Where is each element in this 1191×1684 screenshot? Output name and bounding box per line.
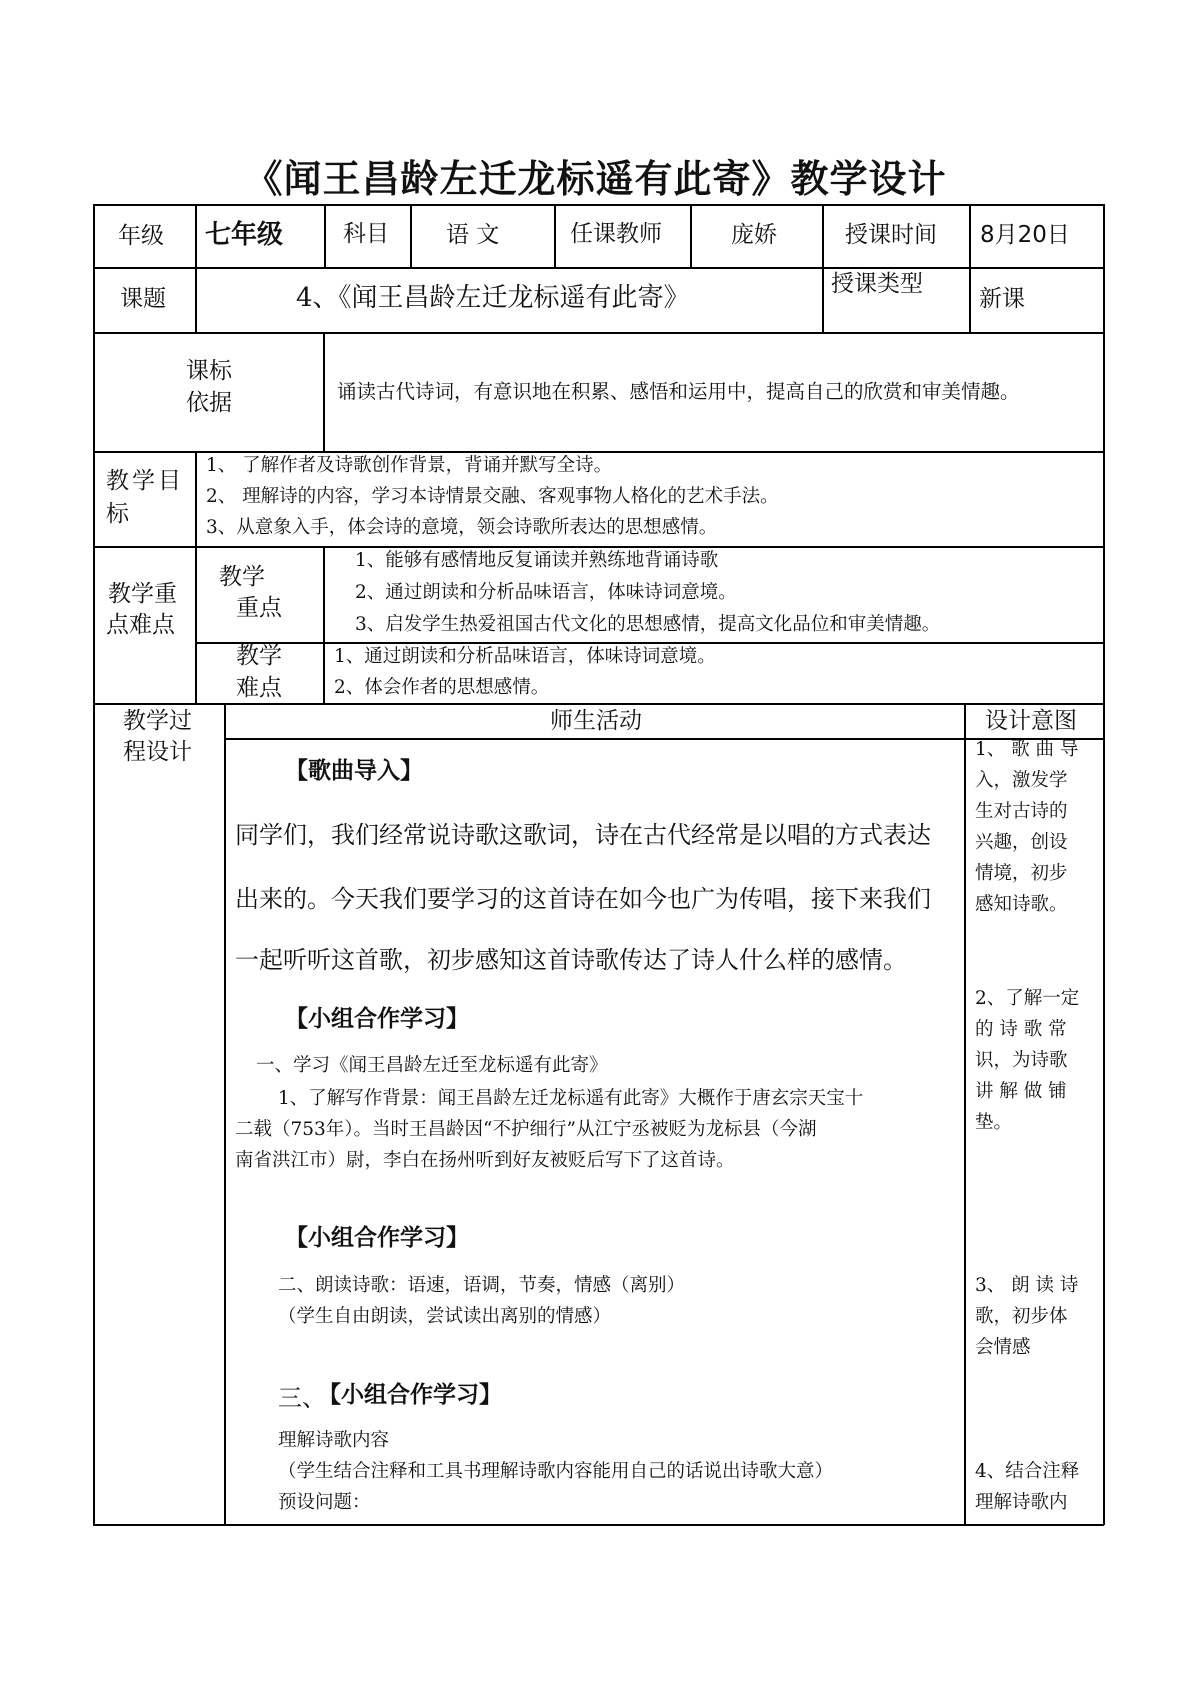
background-text-line: 1、了解写作背景：闻王昌龄左迁龙标遥有此寄》大概作于唐玄宗天宝十 bbox=[278, 1088, 864, 1109]
background-text-line: 二载（753年）。当时王昌龄因“不护细行”从江宁丞被贬为龙标县（今湖 bbox=[235, 1119, 817, 1140]
group-study-heading: 【小组合作学习】 bbox=[318, 1382, 502, 1408]
group-study-heading: 【小组合作学习】 bbox=[285, 1225, 469, 1251]
grade-value: 七年级 bbox=[205, 220, 284, 250]
key-point-item: 1、能够有感情地反复诵读并熟练地背诵诗歌 bbox=[355, 550, 719, 571]
key-point-item: 3、启发学生热爱祖国古代文化的思想感情，提高文化品位和审美情趣。 bbox=[355, 614, 941, 635]
activity-column-header: 师生活动 bbox=[550, 708, 642, 734]
intent-line: 的 诗 歌 常 bbox=[975, 1019, 1067, 1040]
song-intro-line: 出来的。今天我们要学习的这首诗在如今也广为传唱，接下来我们 bbox=[235, 885, 931, 913]
difficult-points-label-line1: 教学 bbox=[236, 643, 282, 669]
standard-label-line1: 课标 bbox=[186, 358, 232, 384]
standard-text: 诵读古代诗词，有意识地在积累、感悟和运用中，提高自己的欣赏和审美情趣。 bbox=[337, 380, 1020, 403]
background-text-line: 南省洪江市）尉，李白在扬州听到好友被贬后写下了这首诗。 bbox=[235, 1150, 735, 1171]
key-point-item: 2、通过朗读和分析品味语言，体味诗词意境。 bbox=[355, 582, 737, 603]
intent-line: 感知诗歌。 bbox=[975, 894, 1068, 915]
lesson-type-label: 授课类型 bbox=[831, 271, 923, 297]
intent-line: 理解诗歌内 bbox=[975, 1492, 1068, 1513]
subject-value: 语 文 bbox=[446, 222, 500, 248]
content-text-line: 预设问题： bbox=[278, 1492, 371, 1513]
process-label-line2: 程设计 bbox=[123, 739, 192, 765]
time-value: 8月20日 bbox=[980, 222, 1070, 248]
intent-line: 垫。 bbox=[975, 1112, 1013, 1133]
intent-line: 兴趣，创设 bbox=[975, 832, 1068, 853]
teacher-label: 任课教师 bbox=[570, 221, 662, 247]
goal-item: 2、 理解诗的内容，学习本诗情景交融、客观事物人格化的艺术手法。 bbox=[206, 486, 779, 507]
process-label-line1: 教学过 bbox=[123, 708, 192, 734]
intent-line: 入，激发学 bbox=[975, 770, 1068, 791]
goals-label-line1: 教学目 bbox=[106, 468, 184, 494]
difficult-points-label-line2: 难点 bbox=[236, 675, 282, 701]
goal-item: 1、 了解作者及诗歌创作背景，背诵并默写全诗。 bbox=[206, 455, 613, 476]
song-intro-heading: 【歌曲导入】 bbox=[285, 758, 423, 784]
topic-label: 课题 bbox=[120, 286, 166, 312]
group-study-item: 一、学习《闻王昌龄左迁至龙标遥有此寄》 bbox=[256, 1055, 608, 1076]
subject-label: 科目 bbox=[343, 221, 389, 247]
intent-line: 3、 朗 读 诗 bbox=[975, 1275, 1079, 1296]
key-difficult-label-line2: 点难点 bbox=[106, 612, 175, 638]
reading-text-line: 二、朗读诗歌：语速，语调，节奏，情感（离别） bbox=[278, 1275, 686, 1296]
intent-line: 会情感 bbox=[975, 1337, 1031, 1358]
intent-line: 1、 歌 曲 导 bbox=[975, 739, 1079, 760]
intent-column-header: 设计意图 bbox=[985, 708, 1077, 734]
document-title: 《闻王昌龄左迁龙标遥有此寄》教学设计 bbox=[244, 157, 947, 201]
lesson-type-value: 新课 bbox=[979, 286, 1025, 312]
topic-value: 4、《闻王昌龄左迁龙标遥有此寄》 bbox=[296, 283, 690, 313]
key-points-label-line1: 教学 bbox=[219, 564, 265, 590]
goals-label-line2: 标 bbox=[106, 501, 129, 527]
grade-label: 年级 bbox=[118, 223, 164, 249]
section-number: 三、 bbox=[278, 1384, 326, 1412]
time-label: 授课时间 bbox=[845, 222, 937, 248]
song-intro-line: 一起听听这首歌，初步感知这首诗歌传达了诗人什么样的感情。 bbox=[235, 946, 907, 974]
teacher-value: 庞娇 bbox=[731, 222, 777, 248]
goal-item: 3、从意象入手，体会诗的意境，领会诗歌所表达的思想感情。 bbox=[206, 517, 718, 538]
intent-line: 讲 解 做 铺 bbox=[975, 1081, 1067, 1102]
content-text-line: （学生结合注释和工具书理解诗歌内容能用自己的话说出诗歌大意） bbox=[278, 1461, 834, 1482]
intent-line: 识，为诗歌 bbox=[975, 1050, 1068, 1071]
key-points-label-line2: 重点 bbox=[236, 595, 282, 621]
intent-line: 生对古诗的 bbox=[975, 801, 1068, 822]
content-text-line: 理解诗歌内容 bbox=[278, 1430, 390, 1451]
reading-text-line: （学生自由朗读，尝试读出离别的情感） bbox=[278, 1306, 612, 1327]
standard-label-line2: 依据 bbox=[186, 390, 232, 416]
intent-line: 2、了解一定 bbox=[975, 988, 1080, 1009]
intent-line: 4、结合注释 bbox=[975, 1461, 1080, 1482]
difficult-point-item: 1、通过朗读和分析品味语言，体味诗词意境。 bbox=[334, 646, 716, 667]
difficult-point-item: 2、体会作者的思想感情。 bbox=[334, 677, 550, 698]
key-difficult-label-line1: 教学重 bbox=[108, 581, 177, 607]
intent-line: 歌，初步体 bbox=[975, 1306, 1068, 1327]
intent-line: 情境，初步 bbox=[975, 863, 1068, 884]
song-intro-line: 同学们，我们经常说诗歌这歌词，诗在古代经常是以唱的方式表达 bbox=[235, 821, 931, 849]
group-study-heading: 【小组合作学习】 bbox=[285, 1006, 469, 1032]
